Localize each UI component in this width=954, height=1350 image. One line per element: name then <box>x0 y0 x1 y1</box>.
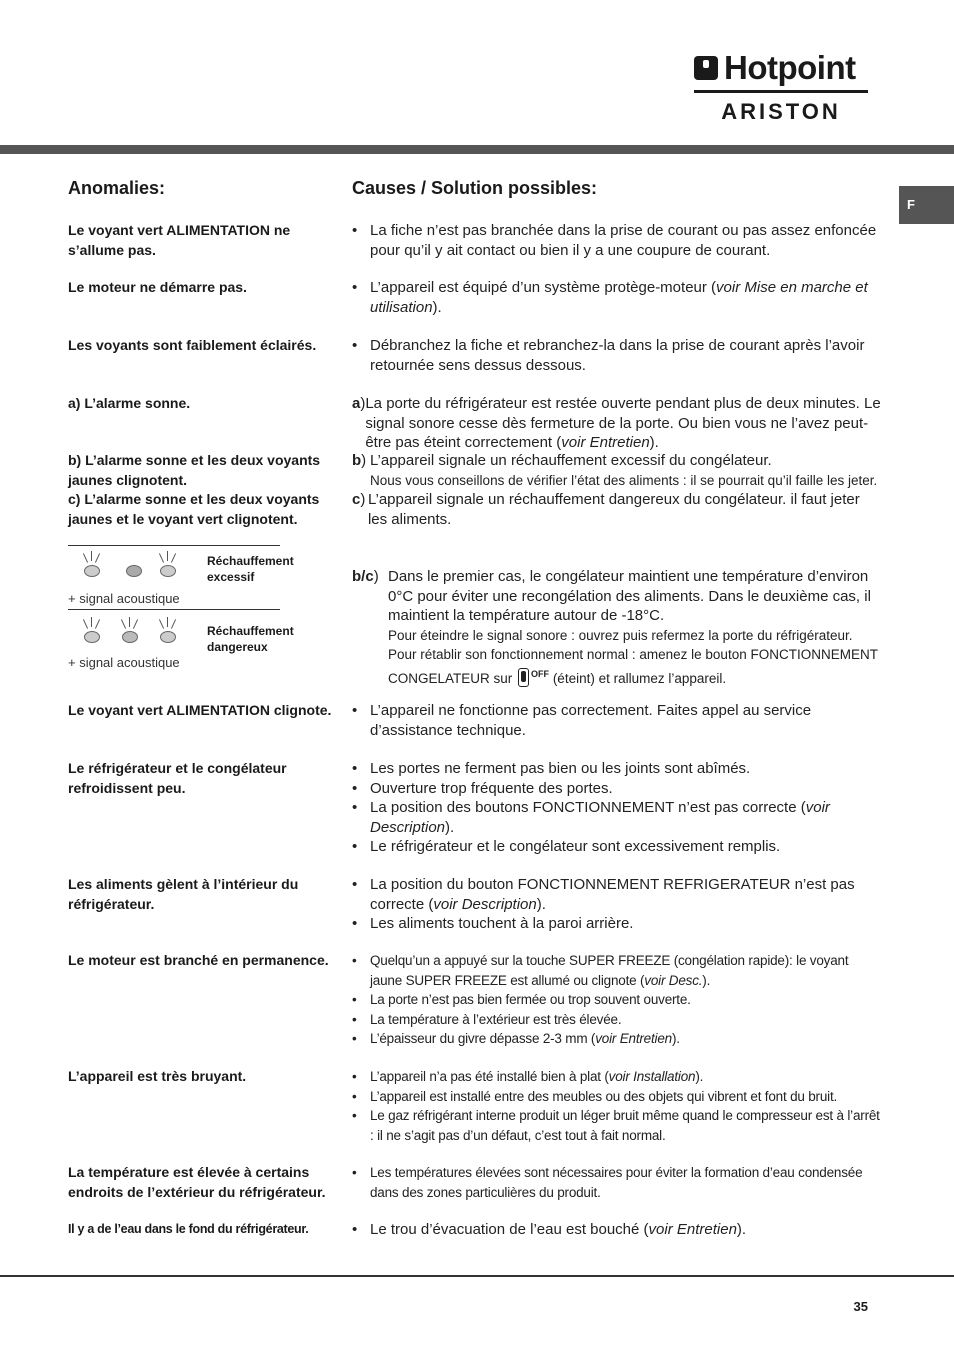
list-item: • Les températures élevées sont nécessaires pour éviter la formation d’eau condensée dans des zones particulières du produit. <box>352 1163 882 1202</box>
hotpoint-mark-icon <box>694 56 718 80</box>
anomaly-alarm-c: c) L’alarme sonne et les deux voyants jaunes et le voyant vert clignotent. <box>68 491 320 527</box>
list-item: • Les aliments touchent à la paroi arrière. <box>352 914 882 934</box>
anomaly-alarm-a: a) L’alarme sonne. <box>68 395 191 411</box>
list-item: • Ouverture trop fréquente des portes. <box>352 779 882 799</box>
list-item: • L’appareil est installé entre des meubles ou des objets qui vibrent et font du bruit. <box>352 1087 882 1107</box>
solution-food-freezing <box>352 875 882 934</box>
acoustic-signal-label: + signal acoustique <box>68 591 180 606</box>
list-item: • L’appareil est équipé d’un système protège-moteur (voir Mise en marche et utilisation). <box>352 278 882 317</box>
solution-motor-always-on <box>352 951 882 1049</box>
anomalies-heading: Anomalies: <box>68 178 166 198</box>
list-item: • Les portes ne ferment pas bien ou les joints sont abîmés. <box>352 759 882 779</box>
anomaly-food-freezing: Les aliments gèlent à l’intérieur du réfrigérateur. <box>68 876 299 912</box>
causes-heading: Causes / Solution possibles: <box>352 178 598 198</box>
list-item: • La position du bouton FONCTIONNEMENT REFRIGERATEUR n’est pas correcte (voir Description). <box>352 875 882 914</box>
yellow-light-icon <box>160 565 176 577</box>
acoustic-signal-label: + signal acoustique <box>68 655 180 670</box>
green-light-icon <box>126 565 142 577</box>
anomaly-motor-not-starting: Le moteur ne démarre pas. <box>68 279 247 295</box>
solution-power-light-blinking <box>352 701 882 740</box>
anomaly-exterior-hot: La température est élevée à certains endroits de l’extérieur du réfrigérateur. <box>68 1164 326 1200</box>
list-item: • L’appareil n’a pas été installé bien à plat (voir Installation). <box>352 1067 882 1087</box>
logo-divider <box>694 90 868 93</box>
solution-bc-details: b/c) Dans le premier cas, le congélateur maintient une température d’environ 0°C pour éviter une recongélation des aliments. Dans le deuxième cas, il maintient la température autour de -18°C. Pour éteindre le signal sonore : ouvrez puis refermez la porte du réfrigérateur. Pour rétablir son fonctionnement normal : amenez le bouton FONCTIONNEMENT CONGELATEUR sur $^{OFF}$ (éteint) et rallumez l’appareil. <box>352 568 878 686</box>
list-item: • Le réfrigérateur et le congélateur sont excessivement remplis. <box>352 837 882 857</box>
divider <box>68 609 280 610</box>
solution-water-bottom <box>352 1220 882 1240</box>
language-tab: F <box>899 186 954 224</box>
anomaly-power-light-off: Le voyant vert ALIMENTATION ne s’allume pas. <box>68 222 291 258</box>
solution-motor-not-starting <box>352 278 882 317</box>
solution-cooling-weak <box>352 759 882 857</box>
page-number: 35 <box>853 1299 868 1314</box>
list-item: • Le trou d’évacuation de l’eau est bouché (voir Entretien). <box>352 1220 882 1240</box>
list-item: • La température à l’extérieur est très élevée. <box>352 1010 882 1030</box>
solution-noisy <box>352 1067 882 1145</box>
list-item: • L’appareil ne fonctionne pas correctement. Faites appel au service d’assistance technique. <box>352 701 882 740</box>
brand-logo <box>694 50 868 125</box>
anomaly-motor-always-on: Le moteur est branché en permanence. <box>68 952 329 968</box>
excessive-heating-label: Réchauffement excessif <box>207 554 294 584</box>
solution-alarm-a: a) La porte du réfrigérateur est restée ouverte pendant plus de deux minutes. Le signal sonore cesse dès fermeture de la porte. Ou bien vous ne l’avez peut-être pas éteint correctement (voir Entretien). <box>352 395 881 451</box>
list-item: • Quelqu’un a appuyé sur la touche SUPER FREEZE (congélation rapide): le voyant jaune SUPER FREEZE est allumé ou clignote (voir Desc.). <box>352 951 882 990</box>
brand-name: Hotpoint <box>724 49 856 86</box>
yellow-light-icon <box>84 631 100 643</box>
yellow-light-icon <box>84 565 100 577</box>
sub-brand-name: ARISTON <box>721 99 841 124</box>
yellow-light-icon <box>160 631 176 643</box>
anomaly-cooling-weak: Le réfrigérateur et le congélateur refroidissent peu. <box>68 760 287 796</box>
green-light-icon <box>122 631 138 643</box>
solution-power-light-off <box>352 221 882 260</box>
anomaly-power-light-blinking: Le voyant vert ALIMENTATION clignote. <box>68 702 332 718</box>
list-item: • La position des boutons FONCTIONNEMENT n’est pas correcte (voir Description). <box>352 798 882 837</box>
solution-alarm-bc: b) L’appareil signale un réchauffement excessif du congélateur. Nous vous conseillons de vérifier l’état des aliments : il se pourrait qu’il faille les jeter. c) L’appareil signale un réchauffement dangereux du congélateur. il faut jeter les aliments. <box>352 452 878 528</box>
anomaly-lights-dim: Les voyants sont faiblement éclairés. <box>68 337 317 353</box>
list-item: • Débranchez la fiche et rebranchez-la dans la prise de courant après l’avoir retournée sens dessus dessous. <box>352 336 882 375</box>
list-item: • L’épaisseur du givre dépasse 2-3 mm (voir Entretien). <box>352 1029 882 1049</box>
solution-lights-dim <box>352 336 882 375</box>
anomaly-alarm-b: b) L’alarme sonne et les deux voyants jaunes clignotent. <box>68 452 321 488</box>
solution-exterior-hot <box>352 1163 882 1202</box>
anomaly-noisy: L’appareil est très bruyant. <box>68 1068 247 1084</box>
off-switch-icon <box>518 668 529 687</box>
divider <box>68 545 280 546</box>
list-item: • La porte n’est pas bien fermée ou trop souvent ouverte. <box>352 990 882 1010</box>
footer-divider <box>0 1275 954 1277</box>
header-band <box>0 145 954 154</box>
anomaly-water-bottom: Il y a de l’eau dans le fond du réfrigérateur. <box>68 1222 309 1236</box>
list-item: • Le gaz réfrigérant interne produit un léger bruit même quand le compresseur est à l’arrêt : il ne s’agit pas d’un défaut, c’est tout à fait normal. <box>352 1106 882 1145</box>
list-item: • La fiche n’est pas branchée dans la prise de courant ou pas assez enfoncée pour qu’il y ait contact ou bien il y a une coupure de courant. <box>352 221 882 260</box>
dangerous-heating-label: Réchauffement dangereux <box>207 624 294 654</box>
